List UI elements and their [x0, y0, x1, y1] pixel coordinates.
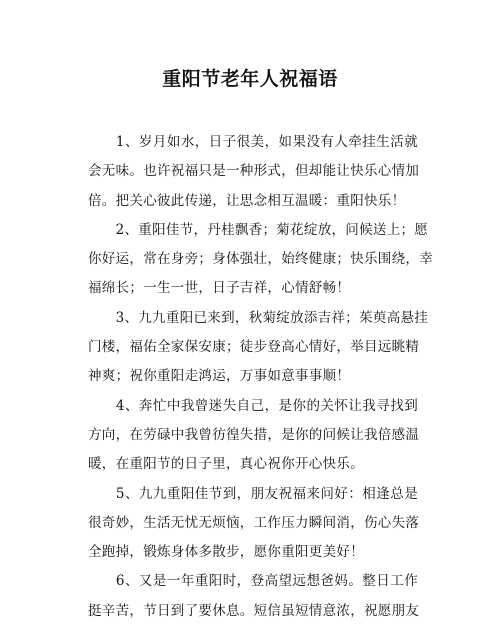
text-line: 很奇妙，生活无忧无烦恼，工作压力瞬间消，伤心失落	[88, 514, 420, 531]
paragraph	[88, 567, 418, 626]
text-line: 福绵长；一生一世，日子吉祥，心情舒畅！	[88, 280, 351, 297]
text-line: 你好运，常在身旁；身体强壮，始终健康；快乐围绕，幸	[88, 251, 433, 268]
paragraph	[88, 128, 418, 216]
text-line: 门楼，福佑全家保安康；徒步登高心情好，举目远眺精	[88, 339, 420, 356]
text-line: 暖，在重阳节的日子里，真心祝你开心快乐。	[88, 456, 364, 473]
document-title: 重阳节老年人祝福语	[162, 68, 338, 90]
paragraph	[88, 304, 429, 392]
text-line: 挺辛苦，节日到了要休息。短信虽短情意浓，祝愿朋友	[88, 602, 420, 619]
text-line: 倍。把关心彼此传递，让思念相互温暖：重阳快乐！	[88, 192, 406, 209]
text-line: 1、岁月如水，日子很美，如果没有人牵挂生活就	[88, 134, 418, 150]
text-line: 全跑掉，锻炼身体多散步，愿你重阳更美好！	[88, 544, 364, 561]
text-line: 会无味。也许祝福只是一种形式，但却能让快乐心情加	[88, 163, 420, 180]
paragraph	[88, 216, 433, 304]
paragraph	[88, 392, 418, 480]
text-line: 方向，在劳碌中我曾彷徨失措，是你的问候让我倍感温	[88, 426, 420, 443]
paragraph	[88, 480, 418, 568]
document-body	[88, 128, 433, 626]
text-line: 2、重阳佳节，丹桂飘香；菊花绽放，问候送上；愿	[88, 221, 429, 238]
text-line: 5、九九重阳佳节到，朋友祝福来问好：相逢总是	[88, 485, 418, 502]
text-line: 3、九九重阳已来到，秋菊绽放添吉祥；茱萸高悬挂	[88, 309, 429, 326]
text-line: 6、又是一年重阳时，登高望远想爸妈。整日工作	[88, 573, 418, 590]
text-line: 神爽；祝你重阳走鸿运，万事如意事事顺！	[88, 368, 351, 385]
text-line: 4、奔忙中我曾迷失自己，是你的关怀让我寻找到	[88, 397, 418, 414]
